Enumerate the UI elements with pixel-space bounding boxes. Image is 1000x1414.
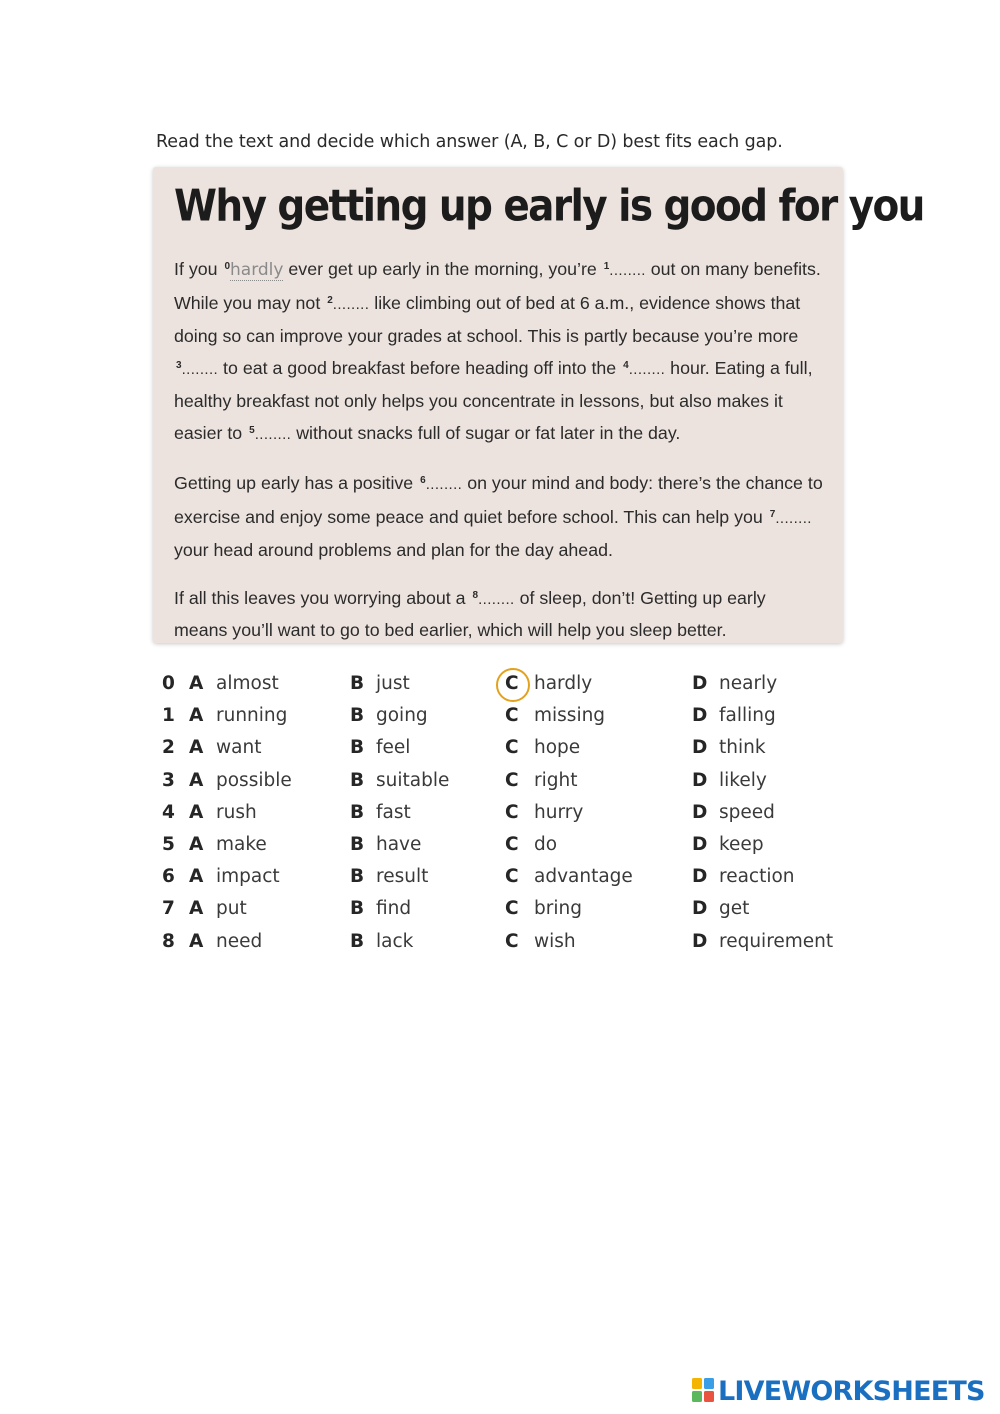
option-b[interactable]: feel [376, 737, 411, 759]
option-letter-c[interactable]: C [505, 898, 519, 920]
gap-number-0: 0 [224, 261, 230, 272]
question-number: 5 [162, 833, 175, 855]
option-a[interactable]: put [216, 898, 247, 920]
option-letter-d[interactable]: D [692, 673, 708, 694]
option-b[interactable]: just [376, 673, 410, 694]
option-a[interactable]: want [216, 737, 262, 759]
option-letter-c[interactable]: C [505, 769, 519, 791]
option-letter-c[interactable]: C [505, 737, 519, 759]
option-c[interactable]: advantage [534, 866, 633, 888]
option-a[interactable]: make [216, 833, 267, 855]
question-number: 3 [162, 769, 175, 791]
article-box [153, 167, 924, 643]
question-number: 8 [162, 930, 175, 952]
option-c[interactable]: hurry [534, 801, 584, 823]
gap-number-1: 1 [603, 261, 610, 272]
option-b[interactable]: lack [376, 930, 414, 952]
question-number: 6 [162, 866, 175, 888]
example-answer: hardly [230, 260, 284, 280]
question-row [162, 669, 862, 701]
gap-number-2: 2 [327, 295, 333, 307]
gap-6[interactable]: ........ [425, 476, 463, 494]
option-d[interactable]: likely [719, 769, 767, 791]
option-letter-d[interactable]: D [692, 930, 708, 952]
question-row [162, 701, 862, 733]
question-number: 7 [162, 898, 175, 920]
option-letter-c[interactable]: C [505, 801, 519, 823]
question-number: 0 [162, 673, 175, 694]
gap-number-8: 8 [472, 589, 479, 601]
option-letter-b[interactable]: B [350, 705, 365, 727]
option-a[interactable]: need [216, 930, 263, 952]
option-letter-d[interactable]: D [692, 769, 708, 791]
option-letter-c[interactable]: C [505, 866, 519, 888]
option-letter-b[interactable]: B [350, 673, 365, 694]
article-paragraph-3: If all this leaves you worrying about a $^8$........ of sleep, don’t! Getting up early means you’ll want to go to bed earlier, which will help you sleep better. [174, 587, 766, 641]
liveworksheets-logo-text: LIVEWORKSHEETS [718, 1376, 985, 1407]
option-letter-d[interactable]: D [692, 737, 708, 759]
option-letter-a[interactable]: A [189, 801, 204, 823]
option-letter-a[interactable]: A [189, 737, 204, 759]
option-b[interactable]: result [376, 866, 429, 888]
option-letter-b[interactable]: B [350, 930, 365, 952]
option-c[interactable]: do [534, 833, 558, 855]
instruction-text: Read the text and decide which answer (A, B, C or D) best fits each gap. [156, 132, 783, 152]
gap-number-5: 5 [249, 425, 255, 437]
option-c[interactable]: right [534, 769, 578, 791]
option-a[interactable]: impact [216, 866, 280, 888]
option-letter-c[interactable]: C [505, 833, 519, 855]
question-row [162, 862, 862, 894]
gap-number-3: 3 [176, 360, 182, 372]
option-letter-d[interactable]: D [692, 801, 708, 823]
option-letter-d[interactable]: D [692, 833, 708, 855]
option-letter-c[interactable]: C [505, 705, 519, 727]
option-b[interactable]: fast [376, 801, 411, 823]
option-c[interactable]: bring [534, 898, 582, 920]
option-a[interactable]: almost [216, 673, 279, 694]
option-letter-b[interactable]: B [350, 737, 365, 759]
option-letter-d[interactable]: D [692, 866, 708, 888]
question-row [162, 894, 862, 926]
gap-8[interactable]: ........ [478, 590, 515, 608]
option-c[interactable]: missing [534, 705, 606, 727]
option-d[interactable]: requirement [719, 930, 834, 952]
option-d[interactable]: get [719, 898, 750, 920]
gap-number-4: 4 [623, 360, 629, 372]
option-d[interactable]: speed [719, 801, 775, 823]
gap-1[interactable]: ........ [609, 262, 646, 279]
question-row [162, 733, 862, 765]
option-letter-b[interactable]: B [350, 801, 365, 823]
option-letter-b[interactable]: B [350, 769, 365, 791]
option-letter-b[interactable]: B [350, 866, 365, 888]
article-paragraph-1: If you $^0$hardly ever get up early in the morning, you’re $^1$........ out on many benefits. While you may not $^2$........ like climbing out of bed at 6 a.m., evidence shows that doing so can improve your grades at school. This is partly because you’re more $^3$........ to eat a good breakfast before heading off into the $^4$........ hour. Eating a full, healthy breakfast not only helps you concentrate in lessons, but also makes it easier to $^5$........ without snacks full of sugar or fat later in the day. [174, 259, 821, 444]
question-row [162, 798, 862, 830]
answer-options [162, 669, 862, 959]
option-d[interactable]: keep [719, 833, 764, 855]
option-letter-b[interactable]: B [350, 898, 365, 920]
question-row [162, 830, 862, 862]
option-a[interactable]: running [216, 705, 288, 727]
gap-4[interactable]: ........ [628, 361, 666, 379]
question-number: 1 [162, 705, 175, 727]
option-letter-b[interactable]: B [350, 833, 365, 855]
option-letter-a[interactable]: A [189, 898, 204, 920]
gap-number-7: 7 [769, 509, 776, 521]
option-letter-a[interactable]: A [189, 705, 204, 727]
option-d[interactable]: think [719, 737, 766, 759]
option-c[interactable]: hope [534, 737, 581, 759]
option-letter-a[interactable]: A [189, 833, 204, 855]
option-c[interactable]: hardly [534, 673, 593, 694]
article-title: Why getting up early is good for you [174, 181, 924, 232]
option-d[interactable]: reaction [719, 866, 795, 888]
option-letter-a[interactable]: A [189, 673, 204, 694]
option-d[interactable]: nearly [719, 673, 778, 694]
option-b[interactable]: suitable [376, 769, 450, 791]
option-letter-d[interactable]: D [692, 705, 708, 727]
option-letter-a[interactable]: A [189, 930, 204, 952]
gap-2[interactable]: ........ [332, 296, 370, 314]
question-number: 4 [162, 801, 175, 823]
gap-5[interactable]: ........ [254, 426, 292, 444]
option-letter-c[interactable]: C [505, 930, 519, 952]
option-a[interactable]: possible [216, 769, 292, 791]
option-letter-a[interactable]: A [189, 769, 204, 791]
option-c[interactable]: wish [534, 930, 576, 952]
option-letter-a[interactable]: A [189, 866, 204, 888]
article-paragraph-2: Getting up early has a positive $^6$........ on your mind and body: there’s the chance to exercise and enjoy some peace and quiet before school. This can help you $^7$........ your head around problems and plan for the day ahead. [174, 473, 823, 560]
option-d[interactable]: falling [719, 705, 776, 727]
option-b[interactable]: have [376, 833, 422, 855]
option-b[interactable]: going [376, 705, 428, 727]
gap-number-6: 6 [420, 475, 426, 487]
question-row [162, 927, 862, 959]
gap-3[interactable]: ........ [181, 361, 219, 379]
question-row [162, 766, 862, 798]
gap-7[interactable]: ........ [775, 510, 812, 528]
option-b[interactable]: find [376, 898, 412, 920]
question-number: 2 [162, 737, 175, 759]
liveworksheets-logo-icon [692, 1378, 714, 1402]
option-letter-d[interactable]: D [692, 898, 708, 920]
option-a[interactable]: rush [216, 801, 257, 823]
option-letter-c-circled[interactable]: C [505, 673, 519, 694]
